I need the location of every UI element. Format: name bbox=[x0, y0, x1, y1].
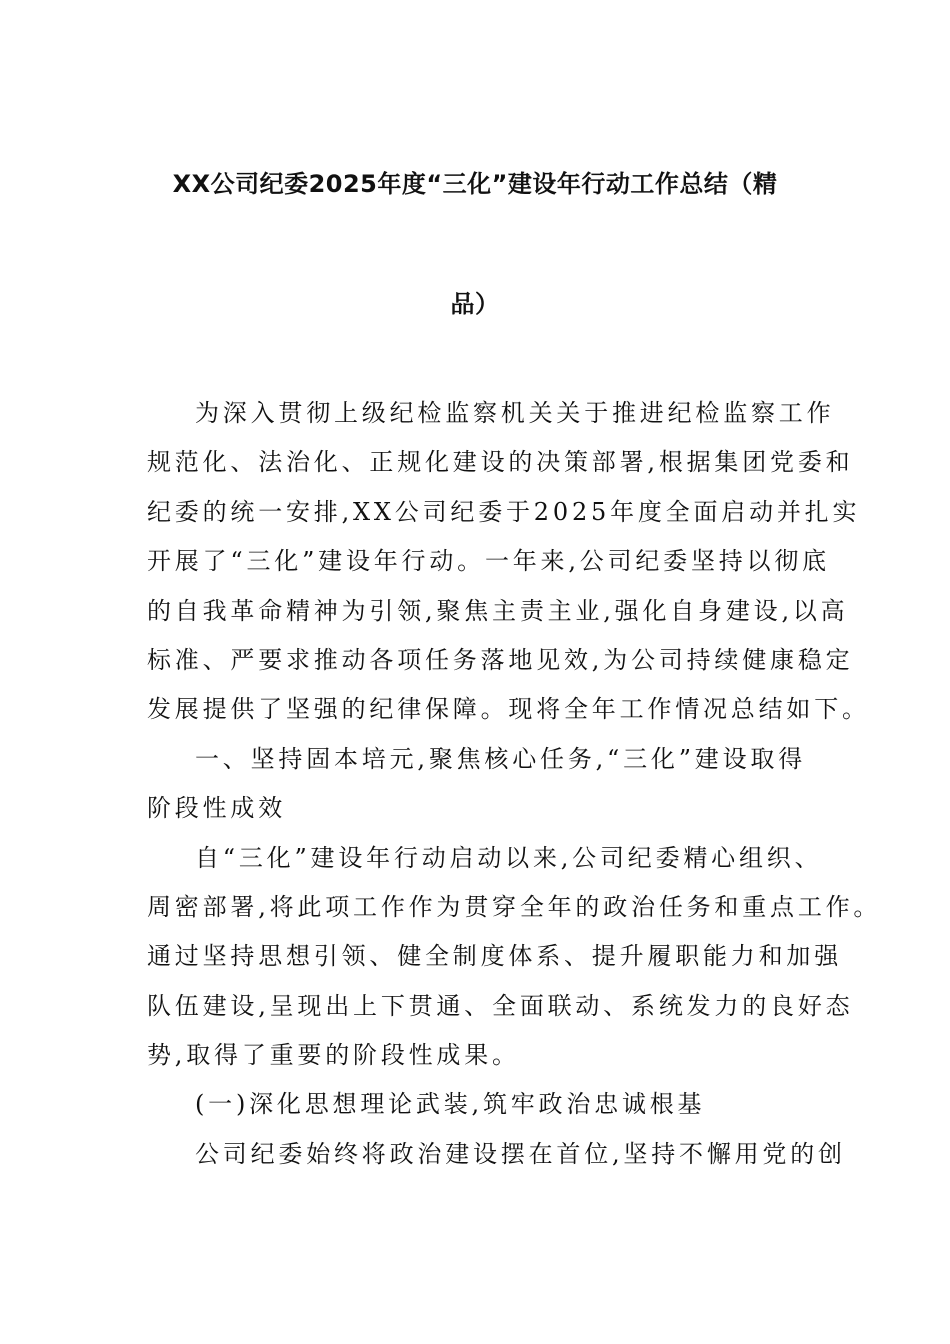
section-heading-line: 阶段性成效 bbox=[147, 794, 286, 823]
body-line: 纪委的统一安排,XX公司纪委于2025年度全面启动并扎实 bbox=[147, 497, 861, 526]
body-line: 的自我革命精神为引领,聚焦主责主业,强化自身建设,以高 bbox=[147, 596, 849, 625]
body-line: 规范化、法治化、正规化建设的决策部署,根据集团党委和 bbox=[147, 448, 854, 477]
document-title-line-2: 品） bbox=[450, 290, 500, 318]
body-line: 开展了“三化”建设年行动。一年来,公司纪委坚持以彻底 bbox=[147, 547, 830, 576]
body-line: 通过坚持思想引领、健全制度体系、提升履职能力和加强 bbox=[147, 942, 842, 971]
body-line: 队伍建设,呈现出上下贯通、全面联动、系统发力的良好态 bbox=[147, 991, 854, 1020]
body-line: 势,取得了重要的阶段性成果。 bbox=[147, 1041, 520, 1070]
document-title-line-1: XX公司纪委2025年度“三化”建设年行动工作总结（精 bbox=[172, 170, 778, 198]
body-line: 自“三化”建设年行动启动以来,公司纪委精心组织、 bbox=[195, 843, 823, 872]
body-line: 发展提供了坚强的纪律保障。现将全年工作情况总结如下。 bbox=[147, 695, 870, 724]
body-line: 为深入贯彻上级纪检监察机关关于推进纪检监察工作 bbox=[195, 399, 835, 427]
body-line: 公司纪委始终将政治建设摆在首位,坚持不懈用党的创 bbox=[195, 1139, 846, 1168]
body-line: 周密部署,将此项工作作为贯穿全年的政治任务和重点工作。 bbox=[147, 892, 882, 921]
body-line: 标准、严要求推动各项任务落地见效,为公司持续健康稳定 bbox=[147, 645, 854, 674]
section-heading-line: 一、坚持固本培元,聚焦核心任务,“三化”建设取得 bbox=[195, 744, 806, 773]
document-body bbox=[147, 396, 882, 1186]
subsection-heading-line: (一)深化思想理论武装,筑牢政治忠诚根基 bbox=[195, 1090, 706, 1119]
